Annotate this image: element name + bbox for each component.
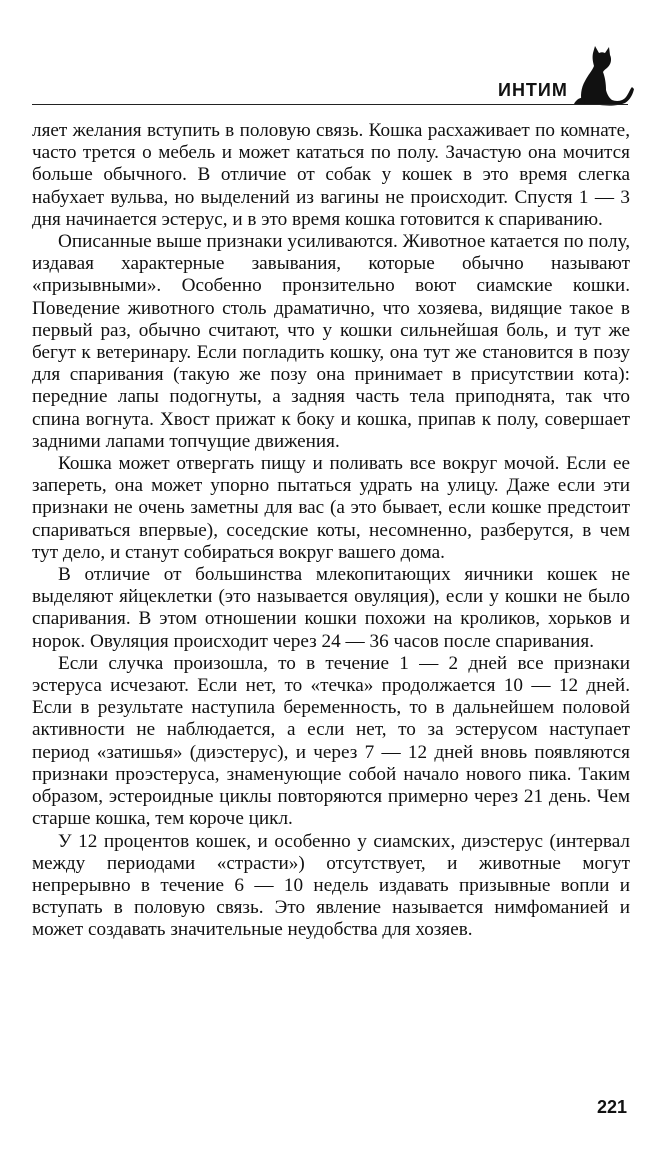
paragraph: У 12 процентов кошек, и особенно у сиамских, диэстерус (интервал между периодами «страсти») отсутствует, и животные могут непрерывно в течение 6 — 10 недель издавать призывные вопли и вступать в половую связь. Это явление называется нимфоманией и может создавать значительные неудобства для хозяев. [32, 830, 630, 941]
paragraph: Описанные выше признаки усиливаются. Животное катается по полу, издавая характерные завывания, которые обычно называют «призывными». Особенно пронзительно воют сиамские кошки. Поведение животного столь драматично, что хозяева, видящие такое в первый раз, обычно считают, что у кошки сильнейшая боль, и тут же бегут к ветеринару. Если погладить кошку, она тут же становится в позу для спаривания (такую же позу она принимает в присутствии кота): передние лапы подогнуты, а задняя часть тела приподнята, так что спина вогнута. Хвост прижат к боку и кошка, припав к полу, совершает задними лапами топчущие движения. [32, 231, 630, 452]
paragraph: Если случка произошла, то в течение 1 — 2 дней все признаки эстеруса исчезают. Если нет, то «течка» продолжается 10 — 12 дней. Если в результате наступила беременность, то в дальнейшем половой активности не наблюдается, а если нет, то за эстерусом наступает период «затишья» (диэстерус), и через 7 — 12 дней вновь появляются признаки проэстеруса, знаменующие собой начало нового пика. Таким образом, эстероидные циклы повторяются примерно через 21 день. Чем старше кошка, тем короче цикл. [32, 652, 630, 830]
page-number: 221 [596, 1097, 627, 1117]
cat-silhouette-icon [560, 44, 636, 106]
header-rule [32, 104, 628, 105]
running-header-title: ИНТИМ [498, 80, 568, 100]
paragraph: Кошка может отвергать пищу и поливать все вокруг мочой. Если ее запереть, она может упорно пытаться удрать на улицу. Даже если эти признаки не очень заметны для вас (а это бывает, если кошке предстоит спариваться впервые), соседские коты, несомненно, разберутся, в чем тут дело, и станут собираться вокруг вашего дома. [32, 453, 630, 563]
paragraph: ляет желания вступить в половую связь. Кошка расхаживает по комнате, часто трется о мебель и может кататься по полу. Зачастую она мочится больше обычного. В отличие от собак у кошек в это время слегка набухает вульва, но выделений из вагины не происходит. Спустя 1 — 3 дня начинается эстерус, и в это время кошка готовится к спариванию. [32, 120, 630, 230]
paragraph: В отличие от большинства млекопитающих яичники кошек не выделяют яйцеклетки (это называется овуляция), если у кошки не было спаривания. В этом отношении кошки похожи на кроликов, хорьков и норок. Овуляция происходит через 24 — 36 часов после спаривания. [32, 564, 630, 652]
body-text [32, 120, 630, 942]
